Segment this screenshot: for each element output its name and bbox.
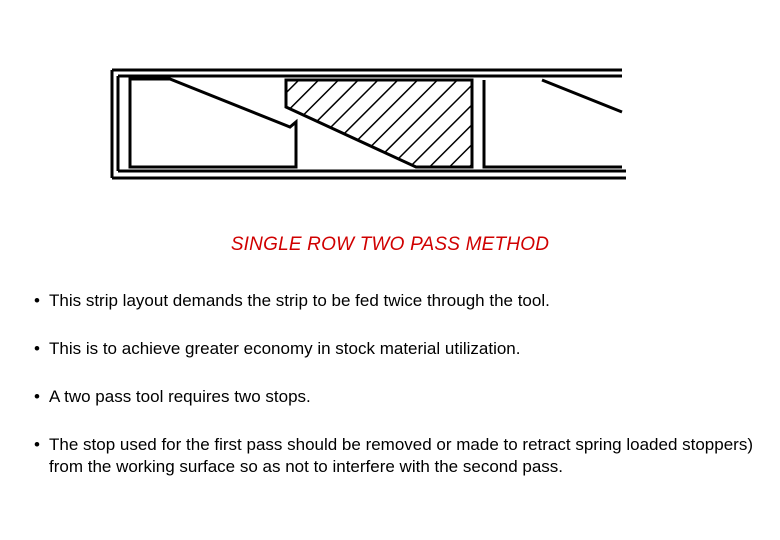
- hatched-blank: [286, 80, 472, 167]
- bullet-item: [34, 338, 754, 360]
- bullet-symbol: •: [34, 291, 40, 310]
- bullet-text: This is to achieve greater economy in stock material utilization.: [49, 339, 521, 358]
- bullet-list: [34, 290, 754, 504]
- diagram-title: SINGLE ROW TWO PASS METHOD: [230, 234, 550, 255]
- bullet-text: The stop used for the first pass should be removed or made to retract spring loaded stoppers) from the working surface so as not to interfere with the second pass.: [49, 435, 753, 476]
- bullet-text: This strip layout demands the strip to be fed twice through the tool.: [49, 291, 550, 310]
- bullet-symbol: •: [34, 339, 40, 358]
- strip-layout-diagram: [100, 60, 640, 190]
- blank-outline-left: [130, 79, 296, 167]
- blank-outline-right: [484, 80, 622, 167]
- bullet-item: [34, 290, 754, 312]
- bullet-item: [34, 386, 754, 408]
- bullet-symbol: •: [34, 435, 40, 454]
- bullet-text: A two pass tool requires two stops.: [49, 387, 311, 406]
- bullet-item: [34, 434, 754, 478]
- bullet-symbol: •: [34, 387, 40, 406]
- blank-edge-right: [542, 80, 622, 112]
